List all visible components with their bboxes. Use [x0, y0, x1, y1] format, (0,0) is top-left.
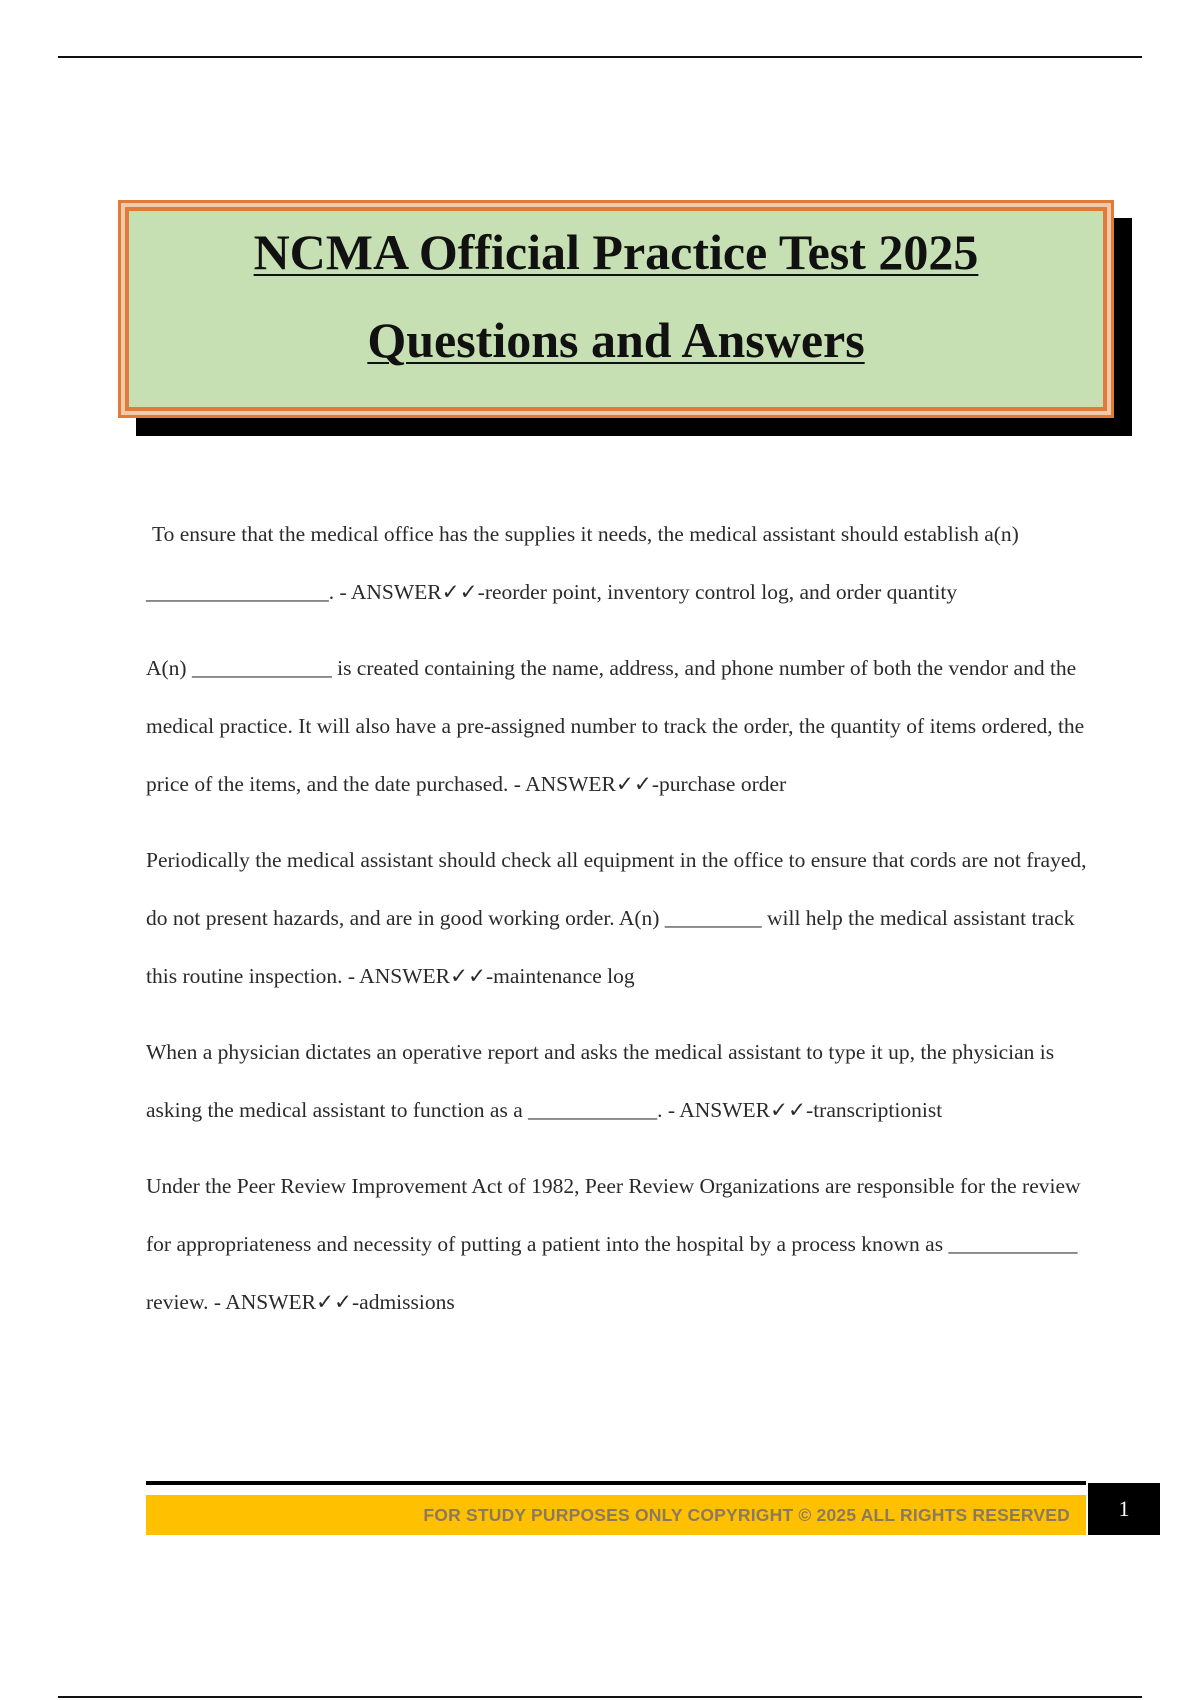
document-subtitle: Questions and Answers	[367, 312, 865, 368]
title-banner	[118, 200, 1114, 418]
footer-bar	[146, 1495, 1086, 1535]
footer-rule	[146, 1481, 1086, 1485]
footer-copyright: FOR STUDY PURPOSES ONLY COPYRIGHT © 2025 ALL RIGHTS RESERVED	[423, 1504, 1070, 1525]
top-rule	[58, 56, 1142, 58]
bottom-rule	[58, 1696, 1142, 1698]
qa-item: To ensure that the medical office has the supplies it needs, the medical assistant should establish a(n) _________________. - ANSWER✓✓-reorder point, inventory control log, and order quantity	[146, 522, 1019, 604]
document-title: NCMA Official Practice Test 2025	[253, 224, 979, 280]
title-box	[118, 200, 1114, 418]
qa-item: Periodically the medical assistant should check all equipment in the office to ensure that cords are not frayed, do not present hazards, and are in good working order. A(n) _________ will help the medical assistant track this routine inspection. - ANSWER✓✓-maintenance log	[146, 848, 1087, 988]
qa-item: When a physician dictates an operative report and asks the medical assistant to type it up, the physician is asking the medical assistant to function as a ____________. - ANSWER✓✓-transcriptionist	[146, 1040, 1055, 1122]
page-number: 1	[1088, 1483, 1160, 1535]
qa-item: A(n) _____________ is created containing the name, address, and phone number of both the vendor and the medical practice. It will also have a pre-assigned number to track the order, the quantity of items ordered, the price of the items, and the date purchased. - ANSWER✓✓-purchase order	[146, 656, 1085, 796]
qa-list	[146, 505, 1096, 1349]
qa-item: Under the Peer Review Improvement Act of 1982, Peer Review Organizations are responsible for the review for appropriateness and necessity of putting a patient into the hospital by a process known as ____________ review. - ANSWER✓✓-admissions	[146, 1174, 1081, 1314]
